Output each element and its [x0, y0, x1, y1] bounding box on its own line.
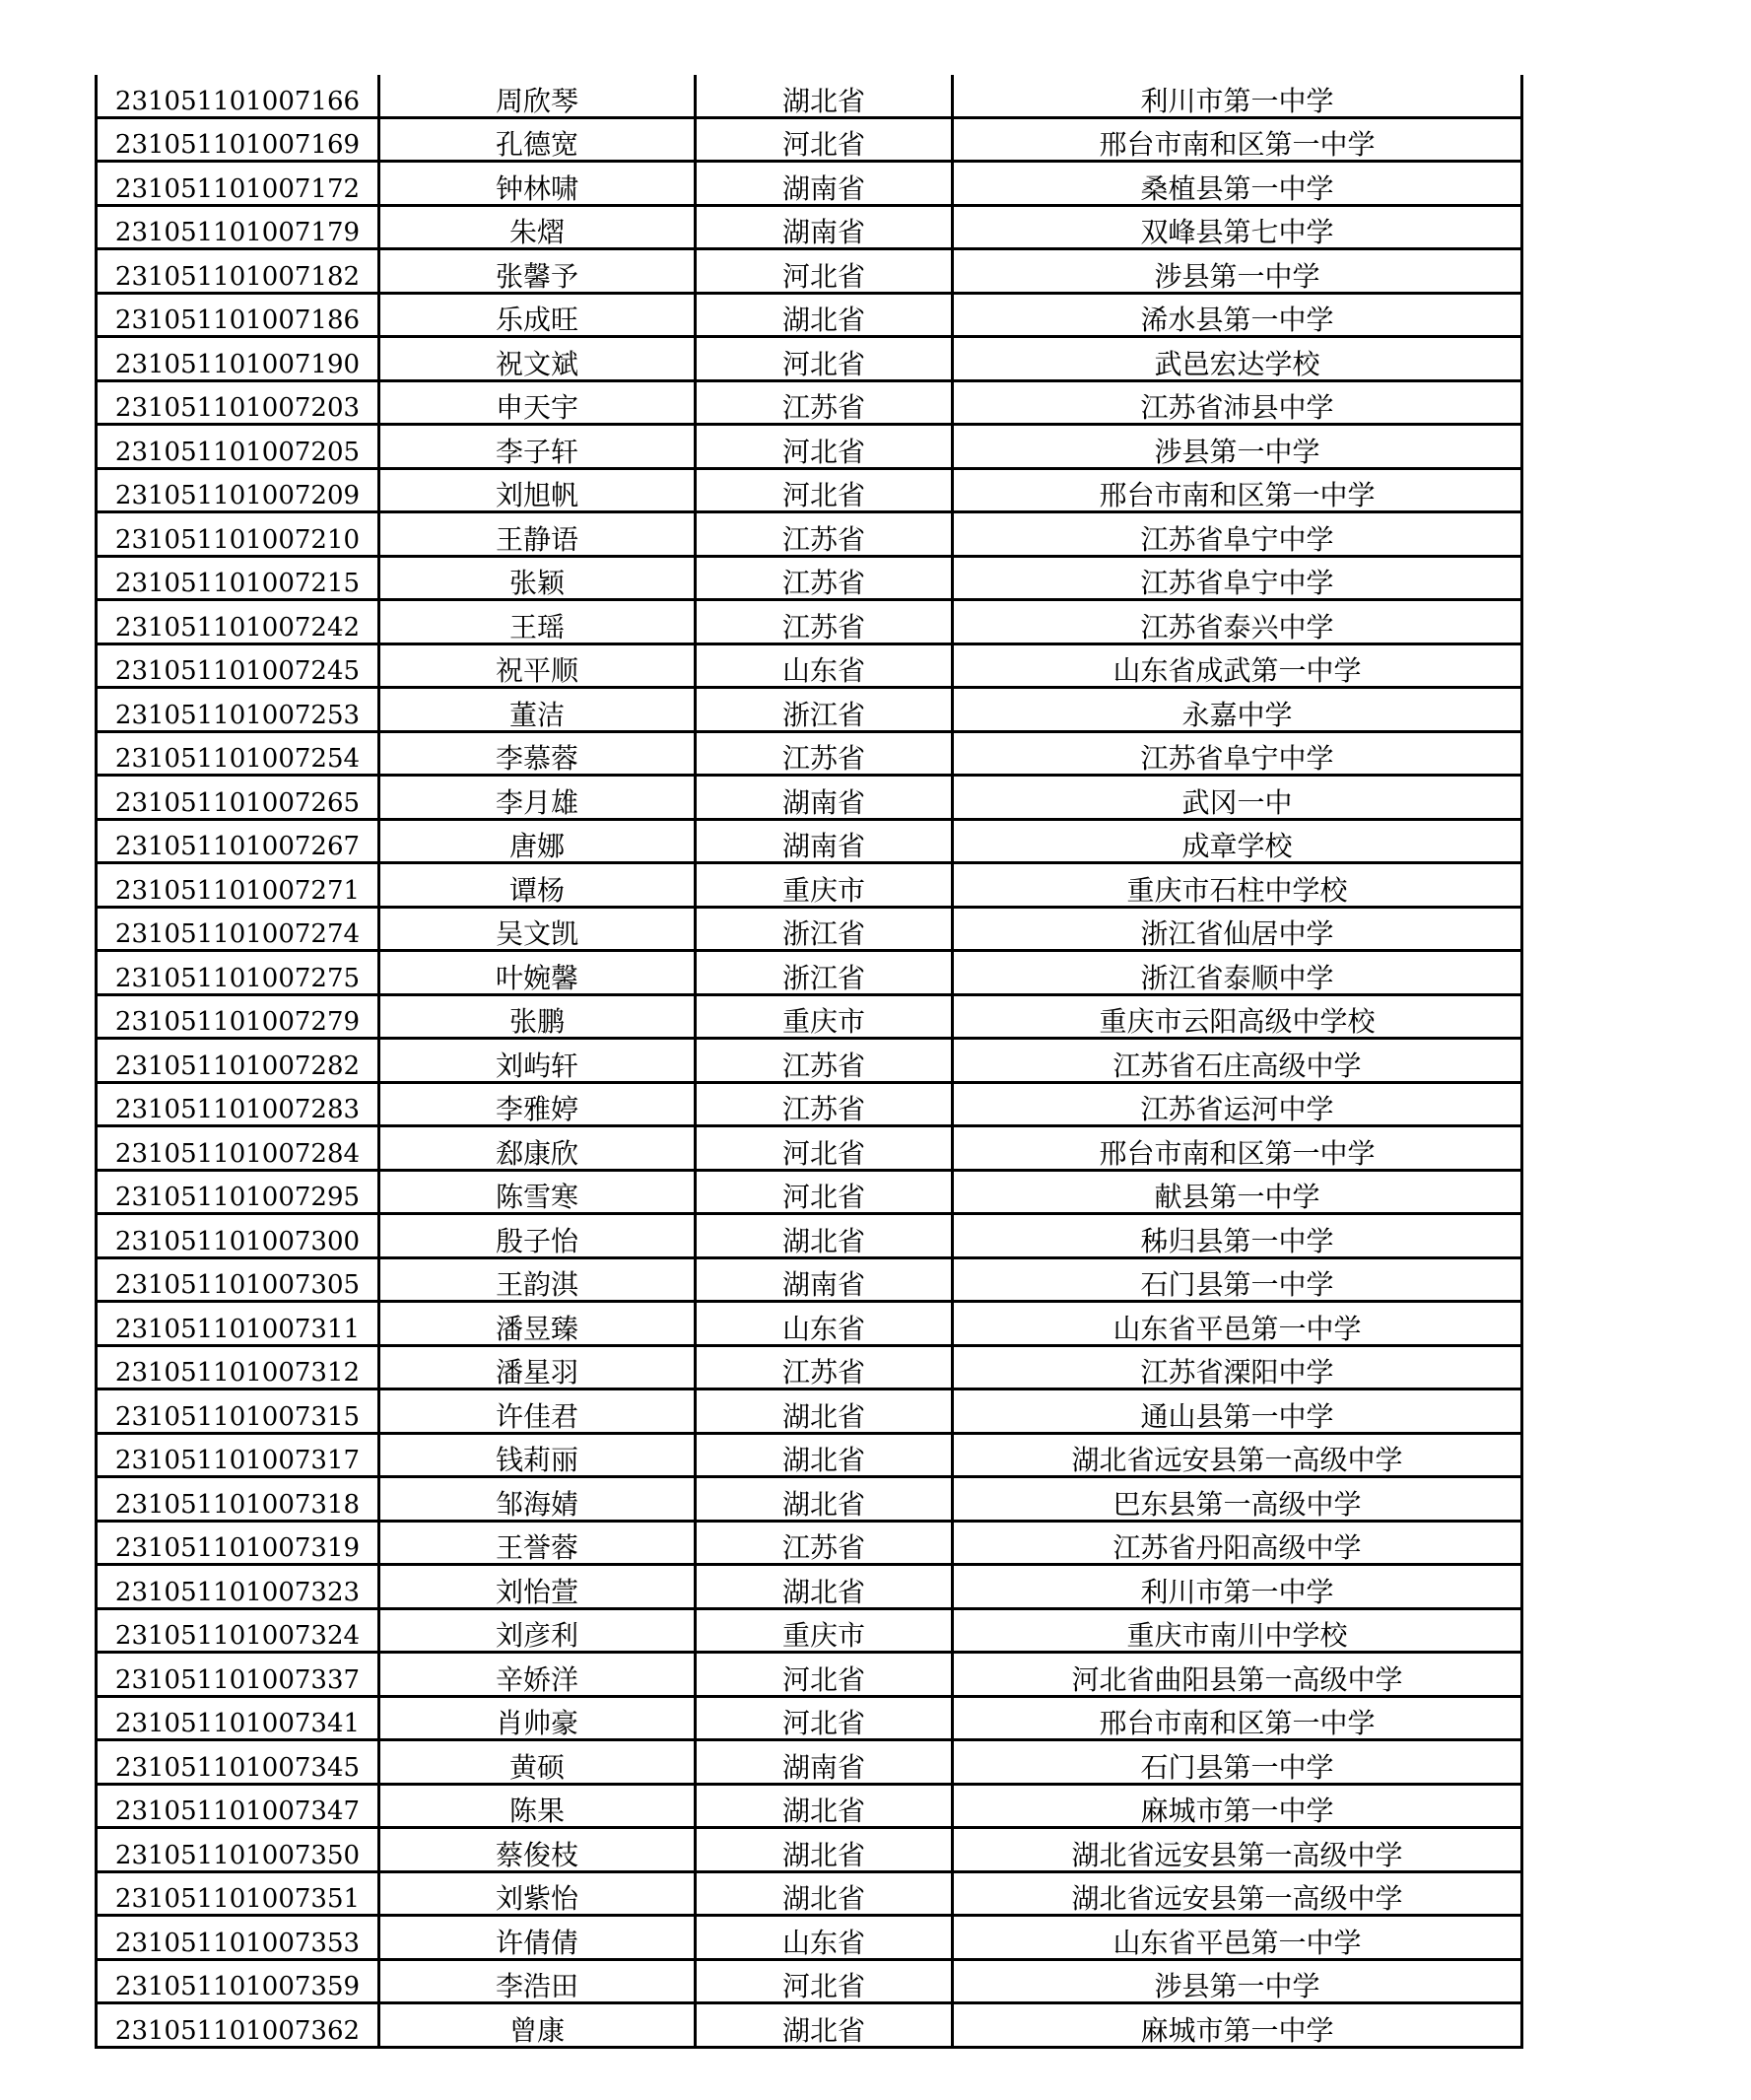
student-name-cell: 王静语: [379, 512, 696, 557]
student-name-cell: 乐成旺: [379, 293, 696, 337]
school-cell: 桑植县第一中学: [953, 162, 1522, 206]
province-cell: 湖北省: [696, 75, 953, 117]
table-row: [97, 468, 1522, 512]
school-cell: 江苏省丹阳高级中学: [953, 1521, 1522, 1565]
province-cell: 河北省: [696, 1653, 953, 1697]
student-name-cell: 申天宇: [379, 380, 696, 425]
province-cell: 河北省: [696, 1126, 953, 1171]
student-name-cell: 张鹏: [379, 994, 696, 1039]
student-name-cell: 刘紫怡: [379, 1871, 696, 1916]
student-id-cell: 231051101007279: [97, 994, 379, 1039]
school-cell: 涉县第一中学: [953, 249, 1522, 294]
student-id-cell: 231051101007182: [97, 249, 379, 294]
school-cell: 成章学校: [953, 819, 1522, 863]
table-row: [97, 1565, 1522, 1609]
school-cell: 浠水县第一中学: [953, 293, 1522, 337]
school-cell: 麻城市第一中学: [953, 2003, 1522, 2048]
school-cell: 石门县第一中学: [953, 1257, 1522, 1302]
student-name-cell: 朱熠: [379, 205, 696, 249]
table-row: [97, 1871, 1522, 1916]
province-cell: 湖北省: [696, 1389, 953, 1434]
school-cell: 通山县第一中学: [953, 1389, 1522, 1434]
student-name-cell: 李雅婷: [379, 1082, 696, 1126]
school-cell: 江苏省阜宁中学: [953, 512, 1522, 557]
student-name-cell: 潘昱臻: [379, 1302, 696, 1346]
student-id-cell: 231051101007166: [97, 75, 379, 117]
school-cell: 邢台市南和区第一中学: [953, 468, 1522, 512]
table-row: [97, 863, 1522, 908]
student-name-cell: 孔德宽: [379, 117, 696, 162]
school-cell: 石门县第一中学: [953, 1740, 1522, 1785]
student-id-cell: 231051101007242: [97, 600, 379, 644]
student-name-cell: 刘旭帆: [379, 468, 696, 512]
student-id-cell: 231051101007205: [97, 425, 379, 469]
school-cell: 山东省平邑第一中学: [953, 1302, 1522, 1346]
student-name-cell: 潘星羽: [379, 1345, 696, 1389]
province-cell: 湖南省: [696, 1740, 953, 1785]
table-row: [97, 1477, 1522, 1522]
school-cell: 邢台市南和区第一中学: [953, 117, 1522, 162]
school-cell: 涉县第一中学: [953, 1959, 1522, 2003]
province-cell: 湖北省: [696, 1871, 953, 1916]
school-cell: 永嘉中学: [953, 688, 1522, 732]
province-cell: 江苏省: [696, 600, 953, 644]
province-cell: 湖南省: [696, 776, 953, 820]
student-id-cell: 231051101007362: [97, 2003, 379, 2048]
student-id-cell: 231051101007275: [97, 951, 379, 995]
school-cell: 江苏省石庄高级中学: [953, 1039, 1522, 1083]
province-cell: 河北省: [696, 425, 953, 469]
table-row: [97, 293, 1522, 337]
student-id-cell: 231051101007315: [97, 1389, 379, 1434]
school-cell: 重庆市石柱中学校: [953, 863, 1522, 908]
school-cell: 武邑宏达学校: [953, 337, 1522, 381]
school-cell: 山东省平邑第一中学: [953, 1916, 1522, 1960]
school-cell: 浙江省仙居中学: [953, 907, 1522, 951]
table-row: [97, 1740, 1522, 1785]
table-row: [97, 425, 1522, 469]
school-cell: 浙江省泰顺中学: [953, 951, 1522, 995]
student-name-cell: 蔡俊枝: [379, 1828, 696, 1872]
province-cell: 湖北省: [696, 2003, 953, 2048]
table-row: [97, 337, 1522, 381]
province-cell: 湖北省: [696, 1214, 953, 1258]
table-row: [97, 1433, 1522, 1477]
table-row: [97, 75, 1522, 117]
province-cell: 湖北省: [696, 1477, 953, 1522]
school-cell: 河北省曲阳县第一高级中学: [953, 1653, 1522, 1697]
table-row: [97, 600, 1522, 644]
student-id-cell: 231051101007323: [97, 1565, 379, 1609]
student-name-cell: 王誉蓉: [379, 1521, 696, 1565]
student-id-cell: 231051101007350: [97, 1828, 379, 1872]
student-id-cell: 231051101007347: [97, 1784, 379, 1828]
province-cell: 湖北省: [696, 1828, 953, 1872]
student-id-cell: 231051101007209: [97, 468, 379, 512]
province-cell: 湖南省: [696, 205, 953, 249]
table-row: [97, 1082, 1522, 1126]
student-roster-table: [95, 75, 1523, 2049]
student-name-cell: 唐娜: [379, 819, 696, 863]
table-row: [97, 1521, 1522, 1565]
student-name-cell: 刘怡萱: [379, 1565, 696, 1609]
school-cell: 邢台市南和区第一中学: [953, 1696, 1522, 1740]
table-row: [97, 907, 1522, 951]
student-id-cell: 231051101007359: [97, 1959, 379, 2003]
student-name-cell: 许倩倩: [379, 1916, 696, 1960]
school-cell: 山东省成武第一中学: [953, 644, 1522, 688]
province-cell: 山东省: [696, 1916, 953, 1960]
student-id-cell: 231051101007317: [97, 1433, 379, 1477]
student-id-cell: 231051101007345: [97, 1740, 379, 1785]
province-cell: 江苏省: [696, 556, 953, 600]
student-id-cell: 231051101007265: [97, 776, 379, 820]
table-row: [97, 1828, 1522, 1872]
table-row: [97, 644, 1522, 688]
table-row: [97, 1653, 1522, 1697]
province-cell: 江苏省: [696, 1082, 953, 1126]
school-cell: 江苏省运河中学: [953, 1082, 1522, 1126]
school-cell: 邢台市南和区第一中学: [953, 1126, 1522, 1171]
province-cell: 湖北省: [696, 1433, 953, 1477]
student-name-cell: 辛娇洋: [379, 1653, 696, 1697]
table-row: [97, 1302, 1522, 1346]
province-cell: 江苏省: [696, 380, 953, 425]
school-cell: 江苏省溧阳中学: [953, 1345, 1522, 1389]
school-cell: 秭归县第一中学: [953, 1214, 1522, 1258]
school-cell: 江苏省阜宁中学: [953, 556, 1522, 600]
student-name-cell: 王瑶: [379, 600, 696, 644]
school-cell: 江苏省泰兴中学: [953, 600, 1522, 644]
table-row: [97, 1039, 1522, 1083]
school-cell: 麻城市第一中学: [953, 1784, 1522, 1828]
student-name-cell: 叶婉馨: [379, 951, 696, 995]
table-row: [97, 1126, 1522, 1171]
student-id-cell: 231051101007267: [97, 819, 379, 863]
student-id-cell: 231051101007319: [97, 1521, 379, 1565]
student-name-cell: 张馨予: [379, 249, 696, 294]
table-row: [97, 380, 1522, 425]
student-id-cell: 231051101007190: [97, 337, 379, 381]
table-row: [97, 556, 1522, 600]
province-cell: 河北省: [696, 1959, 953, 2003]
student-name-cell: 祝文斌: [379, 337, 696, 381]
province-cell: 湖北省: [696, 1565, 953, 1609]
school-cell: 双峰县第七中学: [953, 205, 1522, 249]
province-cell: 浙江省: [696, 951, 953, 995]
student-name-cell: 钱莉丽: [379, 1433, 696, 1477]
student-name-cell: 殷子怡: [379, 1214, 696, 1258]
school-cell: 利川市第一中学: [953, 75, 1522, 117]
student-name-cell: 肖帅豪: [379, 1696, 696, 1740]
student-name-cell: 曾康: [379, 2003, 696, 2048]
student-name-cell: 黄硕: [379, 1740, 696, 1785]
table-row: [97, 1345, 1522, 1389]
roster-body: [97, 75, 1522, 2047]
student-id-cell: 231051101007172: [97, 162, 379, 206]
province-cell: 河北省: [696, 337, 953, 381]
student-name-cell: 陈果: [379, 1784, 696, 1828]
student-id-cell: 231051101007337: [97, 1653, 379, 1697]
student-name-cell: 陈雪寒: [379, 1170, 696, 1214]
school-cell: 江苏省阜宁中学: [953, 731, 1522, 776]
province-cell: 山东省: [696, 644, 953, 688]
school-cell: 湖北省远安县第一高级中学: [953, 1433, 1522, 1477]
student-name-cell: 刘屿轩: [379, 1039, 696, 1083]
school-cell: 湖北省远安县第一高级中学: [953, 1871, 1522, 1916]
table-row: [97, 249, 1522, 294]
student-id-cell: 231051101007318: [97, 1477, 379, 1522]
province-cell: 河北省: [696, 468, 953, 512]
table-row: [97, 776, 1522, 820]
student-name-cell: 许佳君: [379, 1389, 696, 1434]
school-cell: 涉县第一中学: [953, 425, 1522, 469]
student-id-cell: 231051101007210: [97, 512, 379, 557]
student-name-cell: 李慕蓉: [379, 731, 696, 776]
table-row: [97, 819, 1522, 863]
student-name-cell: 周欣琴: [379, 75, 696, 117]
student-id-cell: 231051101007353: [97, 1916, 379, 1960]
student-name-cell: 邹海婧: [379, 1477, 696, 1522]
school-cell: 湖北省远安县第一高级中学: [953, 1828, 1522, 1872]
student-name-cell: 祝平顺: [379, 644, 696, 688]
student-id-cell: 231051101007271: [97, 863, 379, 908]
province-cell: 浙江省: [696, 907, 953, 951]
province-cell: 湖南省: [696, 162, 953, 206]
student-id-cell: 231051101007295: [97, 1170, 379, 1214]
student-id-cell: 231051101007282: [97, 1039, 379, 1083]
table-row: [97, 731, 1522, 776]
student-id-cell: 231051101007312: [97, 1345, 379, 1389]
student-id-cell: 231051101007253: [97, 688, 379, 732]
province-cell: 重庆市: [696, 863, 953, 908]
province-cell: 湖北省: [696, 293, 953, 337]
table-row: [97, 117, 1522, 162]
province-cell: 重庆市: [696, 1608, 953, 1653]
student-id-cell: 231051101007186: [97, 293, 379, 337]
student-id-cell: 231051101007169: [97, 117, 379, 162]
table-row: [97, 1608, 1522, 1653]
table-row: [97, 1696, 1522, 1740]
province-cell: 河北省: [696, 249, 953, 294]
school-cell: 重庆市云阳高级中学校: [953, 994, 1522, 1039]
school-cell: 献县第一中学: [953, 1170, 1522, 1214]
province-cell: 河北省: [696, 1170, 953, 1214]
student-name-cell: 李浩田: [379, 1959, 696, 2003]
province-cell: 江苏省: [696, 1039, 953, 1083]
table-row: [97, 994, 1522, 1039]
table-row: [97, 1214, 1522, 1258]
table-row: [97, 1959, 1522, 2003]
student-id-cell: 231051101007203: [97, 380, 379, 425]
province-cell: 江苏省: [696, 731, 953, 776]
school-cell: 巴东县第一高级中学: [953, 1477, 1522, 1522]
province-cell: 江苏省: [696, 1345, 953, 1389]
student-name-cell: 张颖: [379, 556, 696, 600]
table-row: [97, 951, 1522, 995]
student-name-cell: 吴文凯: [379, 907, 696, 951]
student-id-cell: 231051101007274: [97, 907, 379, 951]
table-row: [97, 1916, 1522, 1960]
student-id-cell: 231051101007300: [97, 1214, 379, 1258]
student-name-cell: 谭杨: [379, 863, 696, 908]
student-name-cell: 刘彦利: [379, 1608, 696, 1653]
province-cell: 重庆市: [696, 994, 953, 1039]
table-row: [97, 1784, 1522, 1828]
table-row: [97, 1257, 1522, 1302]
student-name-cell: 董洁: [379, 688, 696, 732]
province-cell: 山东省: [696, 1302, 953, 1346]
table-row: [97, 512, 1522, 557]
school-cell: 江苏省沛县中学: [953, 380, 1522, 425]
student-name-cell: 李月雄: [379, 776, 696, 820]
school-cell: 利川市第一中学: [953, 1565, 1522, 1609]
province-cell: 江苏省: [696, 512, 953, 557]
province-cell: 江苏省: [696, 1521, 953, 1565]
province-cell: 湖南省: [696, 1257, 953, 1302]
student-id-cell: 231051101007311: [97, 1302, 379, 1346]
school-cell: 重庆市南川中学校: [953, 1608, 1522, 1653]
student-name-cell: 李子轩: [379, 425, 696, 469]
school-cell: 武冈一中: [953, 776, 1522, 820]
table-row: [97, 1389, 1522, 1434]
student-id-cell: 231051101007305: [97, 1257, 379, 1302]
student-id-cell: 231051101007341: [97, 1696, 379, 1740]
table-row: [97, 1170, 1522, 1214]
student-id-cell: 231051101007179: [97, 205, 379, 249]
province-cell: 浙江省: [696, 688, 953, 732]
table-row: [97, 205, 1522, 249]
student-id-cell: 231051101007254: [97, 731, 379, 776]
province-cell: 河北省: [696, 1696, 953, 1740]
student-id-cell: 231051101007324: [97, 1608, 379, 1653]
student-name-cell: 王韵淇: [379, 1257, 696, 1302]
province-cell: 河北省: [696, 117, 953, 162]
student-id-cell: 231051101007283: [97, 1082, 379, 1126]
table-row: [97, 162, 1522, 206]
province-cell: 湖北省: [696, 1784, 953, 1828]
student-id-cell: 231051101007284: [97, 1126, 379, 1171]
student-name-cell: 郄康欣: [379, 1126, 696, 1171]
table-row: [97, 2003, 1522, 2048]
table-row: [97, 688, 1522, 732]
student-name-cell: 钟林啸: [379, 162, 696, 206]
province-cell: 湖南省: [696, 819, 953, 863]
student-id-cell: 231051101007245: [97, 644, 379, 688]
student-id-cell: 231051101007215: [97, 556, 379, 600]
student-id-cell: 231051101007351: [97, 1871, 379, 1916]
